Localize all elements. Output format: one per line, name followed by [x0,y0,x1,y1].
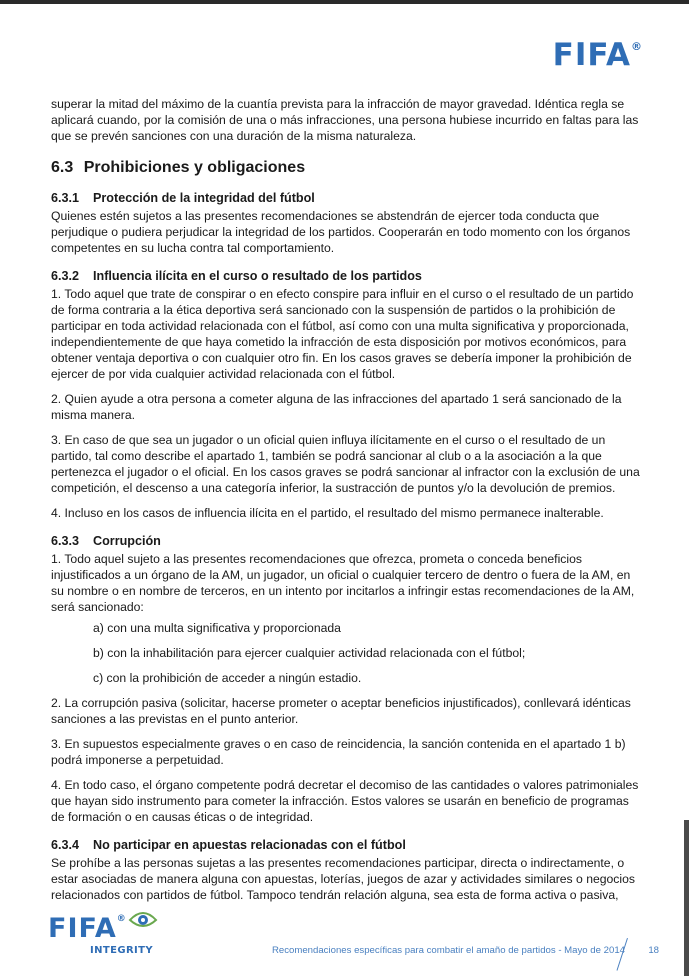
list-item: c) con la prohibición de acceder a ningún estadio. [93,671,362,685]
section-heading [51,158,643,178]
page-footer [0,900,689,976]
integrity-label: INTEGRITY [90,945,154,956]
section-number: 6.3 [51,159,74,176]
paragraph: 4. En todo caso, el órgano competente podrá decretar el decomiso de las cantidades o valores patrimoniales que hayan sido instrumento para cometer la infracción. Estos valores se usarán en beneficio de programas de formación o en causas éticas o de integridad. [51,778,639,824]
subsection-heading-634: 6.3.4 No participar en apuestas relacionadas con el fútbol [51,838,406,852]
fifa-integrity-logo: FIFA® [48,913,127,944]
page-edge-shadow [684,820,689,976]
paragraph: 3. En caso de que sea un jugador o un oficial quien influya ilícitamente en el curso o el resultado de un partido, tal como describe el apartado 1, también se podrá sancionar al club o a la asociación a la que pertenezca el jugador o el oficial. En los casos graves se podrá sancionar al infractor con la exclusión de una competición, el descenso a una categoría inferior, la sustracción de puntos y/o la devolución de premios. [51,433,640,495]
paragraph: 1. Todo aquel sujeto a las presentes recomendaciones que ofrezca, prometa o conceda beneficios injustificados a un órgano de la AM, un jugador, un oficial o cualquier tercero de dentro o fuera de la AM, en su nombre o en nombre de terceros, en un intento por incitarlos a infringir estas recomendaciones de la AM, será sancionado: [51,552,635,614]
list-item: a) con una multa significativa y proporcionada [93,621,341,635]
paragraph: 2. Quien ayude a otra persona a cometer alguna de las infracciones del apartado 1 será sancionado de la misma manera. [51,392,622,422]
subsection-heading-633: 6.3.3 Corrupción [51,534,161,548]
subsection-heading-631: 6.3.1 Protección de la integridad del fútbol [51,191,315,205]
paragraph: Quienes estén sujetos a las presentes recomendaciones se abstendrán de ejercer toda conducta que perjudique o pudiera perjudicar la integridad de los partidos. Cooperarán en todo momento con los órganos competentes en su lucha contra tal comportamiento. [51,209,631,255]
paragraph: Se prohíbe a las personas sujetas a las presentes recomendaciones participar, directa o indirectamente, o estar asociadas de manera alguna con apuestas, loterías, juegos de azar y actividades similares o negocios relacionados con partidos de fútbol. Tampoco tendrán relación alguna, sea esta de forma activa o pasiva, [51,856,635,902]
footer-document-title: Recomendaciones específicas para combatir el amaño de partidos - Mayo de 2014 [271,945,625,956]
section-title: Prohibiciones y obligaciones [83,159,306,176]
list-item: b) con la inhabilitación para ejercer cualquier actividad relacionada con el fútbol; [93,646,526,660]
document-body [51,96,643,912]
paragraph: 1. Todo aquel que trate de conspirar o en efecto conspire para influir en el curso o el resultado de un partido de forma contraria a la ética deportiva será sancionado con la suspensión de partidos o la prohibición de participar en toda actividad relacionada con el fútbol, así como con una multa significativa y proporcionada, independientemente de que haya cometido la infracción de esta disposición por motivos económicos, para obtener ventaja deportiva o con cualquier otro fin. En los casos graves se debería imponer la prohibición de ejercer de por vida cualquier actividad relacionada con el fútbol. [51,287,634,381]
paragraph: 2. La corrupción pasiva (solicitar, hacerse prometer o aceptar beneficios injustificados), conllevará idénticas sanciones a las previstas en el punto anterior. [51,696,631,726]
paragraph: 3. En supuestos especialmente graves o en caso de reincidencia, la sanción contenida en el apartado 1 b) podrá imponerse a perpetuidad. [51,737,626,767]
intro-paragraph: superar la mitad del máximo de la cuantía prevista para la infracción de mayor gravedad. Idéntica regla se aplicará cuando, por la comisión de una o más infracciones, una persona hubiese incurrido en faltas para las que se prevén sanciones con una duración de la misma naturaleza. [51,97,639,143]
subsection-heading-632: 6.3.2 Influencia ilícita en el curso o resultado de los partidos [51,269,422,283]
page-number: 18 [648,945,659,956]
eye-icon [128,908,158,930]
fifa-logo: FIFA® [552,37,643,73]
top-border [0,0,689,4]
paragraph: 4. Incluso en los casos de influencia ilícita en el partido, el resultado del mismo permanece inalterable. [51,506,604,520]
